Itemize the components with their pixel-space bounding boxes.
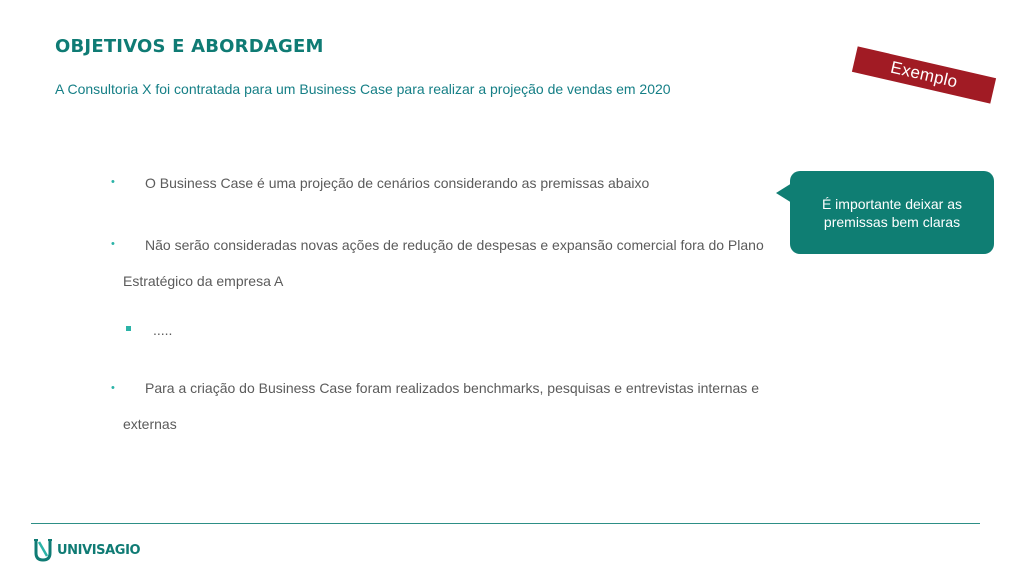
- example-stamp-label: Exemplo: [888, 57, 960, 92]
- bullet-item: O Business Case é uma projeção de cenários considerando as premissas abaixo: [145, 175, 650, 191]
- bullet-dot-icon: •: [111, 382, 115, 394]
- bullet-dot-icon: •: [111, 238, 115, 250]
- example-stamp: [852, 46, 996, 103]
- logo-text: UNIVISAGIO: [57, 542, 141, 558]
- bullet-dot-icon: •: [111, 176, 115, 188]
- page-subtitle: A Consultoria X foi contratada para um Business Case para realizar a projeção de vendas em 2020: [55, 81, 671, 97]
- sub-bullet-square-icon: [126, 326, 131, 331]
- callout-text: É importante deixar as premissas bem claras: [821, 195, 963, 230]
- footer-divider: [31, 523, 980, 524]
- bullet-item-continuation: Estratégico da empresa A: [123, 273, 284, 289]
- bullet-item-continuation: externas: [123, 416, 177, 432]
- page-title: OBJETIVOS E ABORDAGEM: [55, 36, 324, 57]
- sub-bullet-item: .....: [153, 322, 173, 338]
- bullet-item: Para a criação do Business Case foram realizados benchmarks, pesquisas e entrevistas internas e: [145, 380, 759, 396]
- bullet-item: Não serão consideradas novas ações de redução de despesas e expansão comercial fora do Plano: [145, 237, 764, 253]
- univisagio-logo-icon: [33, 536, 53, 564]
- callout-bubble: [790, 171, 994, 254]
- brand-logo: [33, 536, 140, 564]
